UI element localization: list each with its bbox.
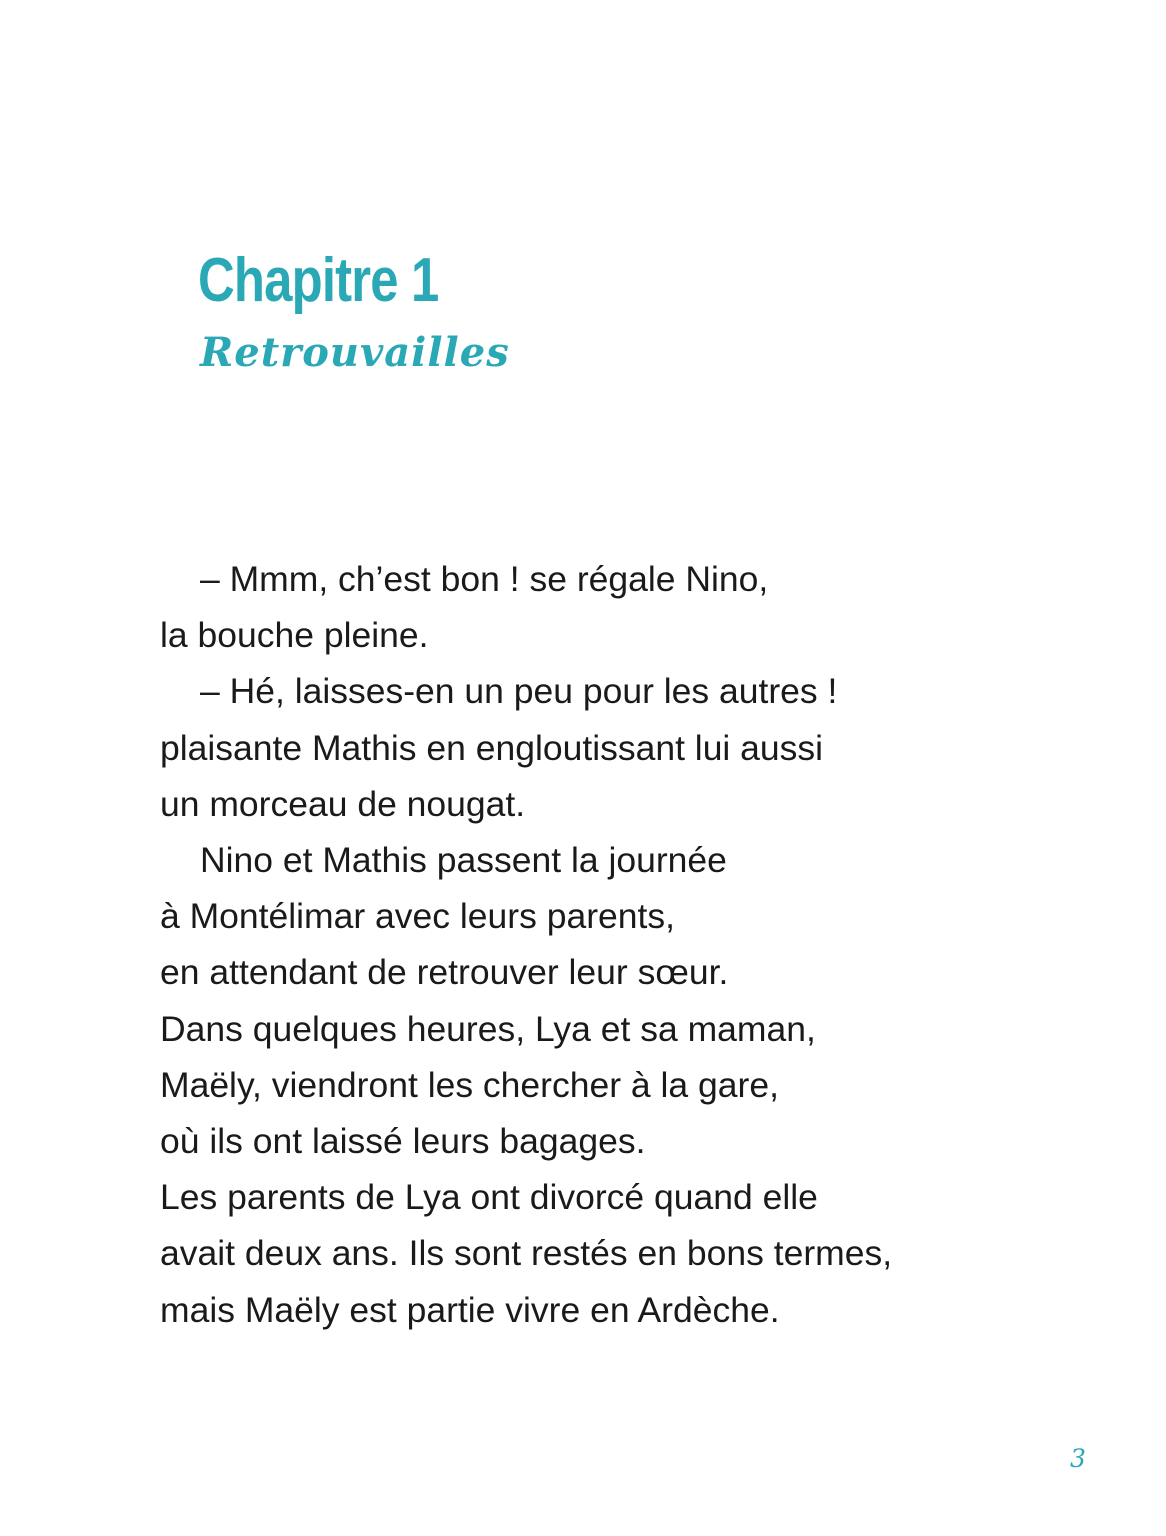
body-line: Nino et Mathis passent la journée [200,840,727,881]
body-line: plaisante Mathis en engloutissant lui aussi [160,727,824,768]
page-number: 3 [1070,1444,1086,1473]
body-line: Les parents de Lya ont divorcé quand elle [160,1177,818,1218]
body-line: avait deux ans. Ils sont restés en bons termes, [160,1233,893,1274]
body-line: un morceau de nougat. [160,783,526,824]
body-line: – Mmm, ch’est bon ! se régale Nino, [200,559,769,599]
body-line: où ils ont laissé leurs bagages. [160,1121,646,1162]
body-line: à Montélimar avec leurs parents, [160,896,675,937]
body-line: – Hé, laisses-en un peu pour les autres ! [200,671,838,712]
body-line: Maëly, viendront les chercher à la gare, [160,1064,779,1105]
chapter-title: Retrouvailles [200,329,510,376]
body-line: en attendant de retrouver leur sœur. [160,952,729,993]
chapter-body [160,551,1060,1338]
body-line: la bouche pleine. [160,615,429,656]
chapter-number: Chapitre 1 [198,246,439,315]
body-line: Dans quelques heures, Lya et sa maman, [160,1008,816,1049]
body-line: mais Maëly est partie vivre en Ardèche. [160,1289,780,1330]
